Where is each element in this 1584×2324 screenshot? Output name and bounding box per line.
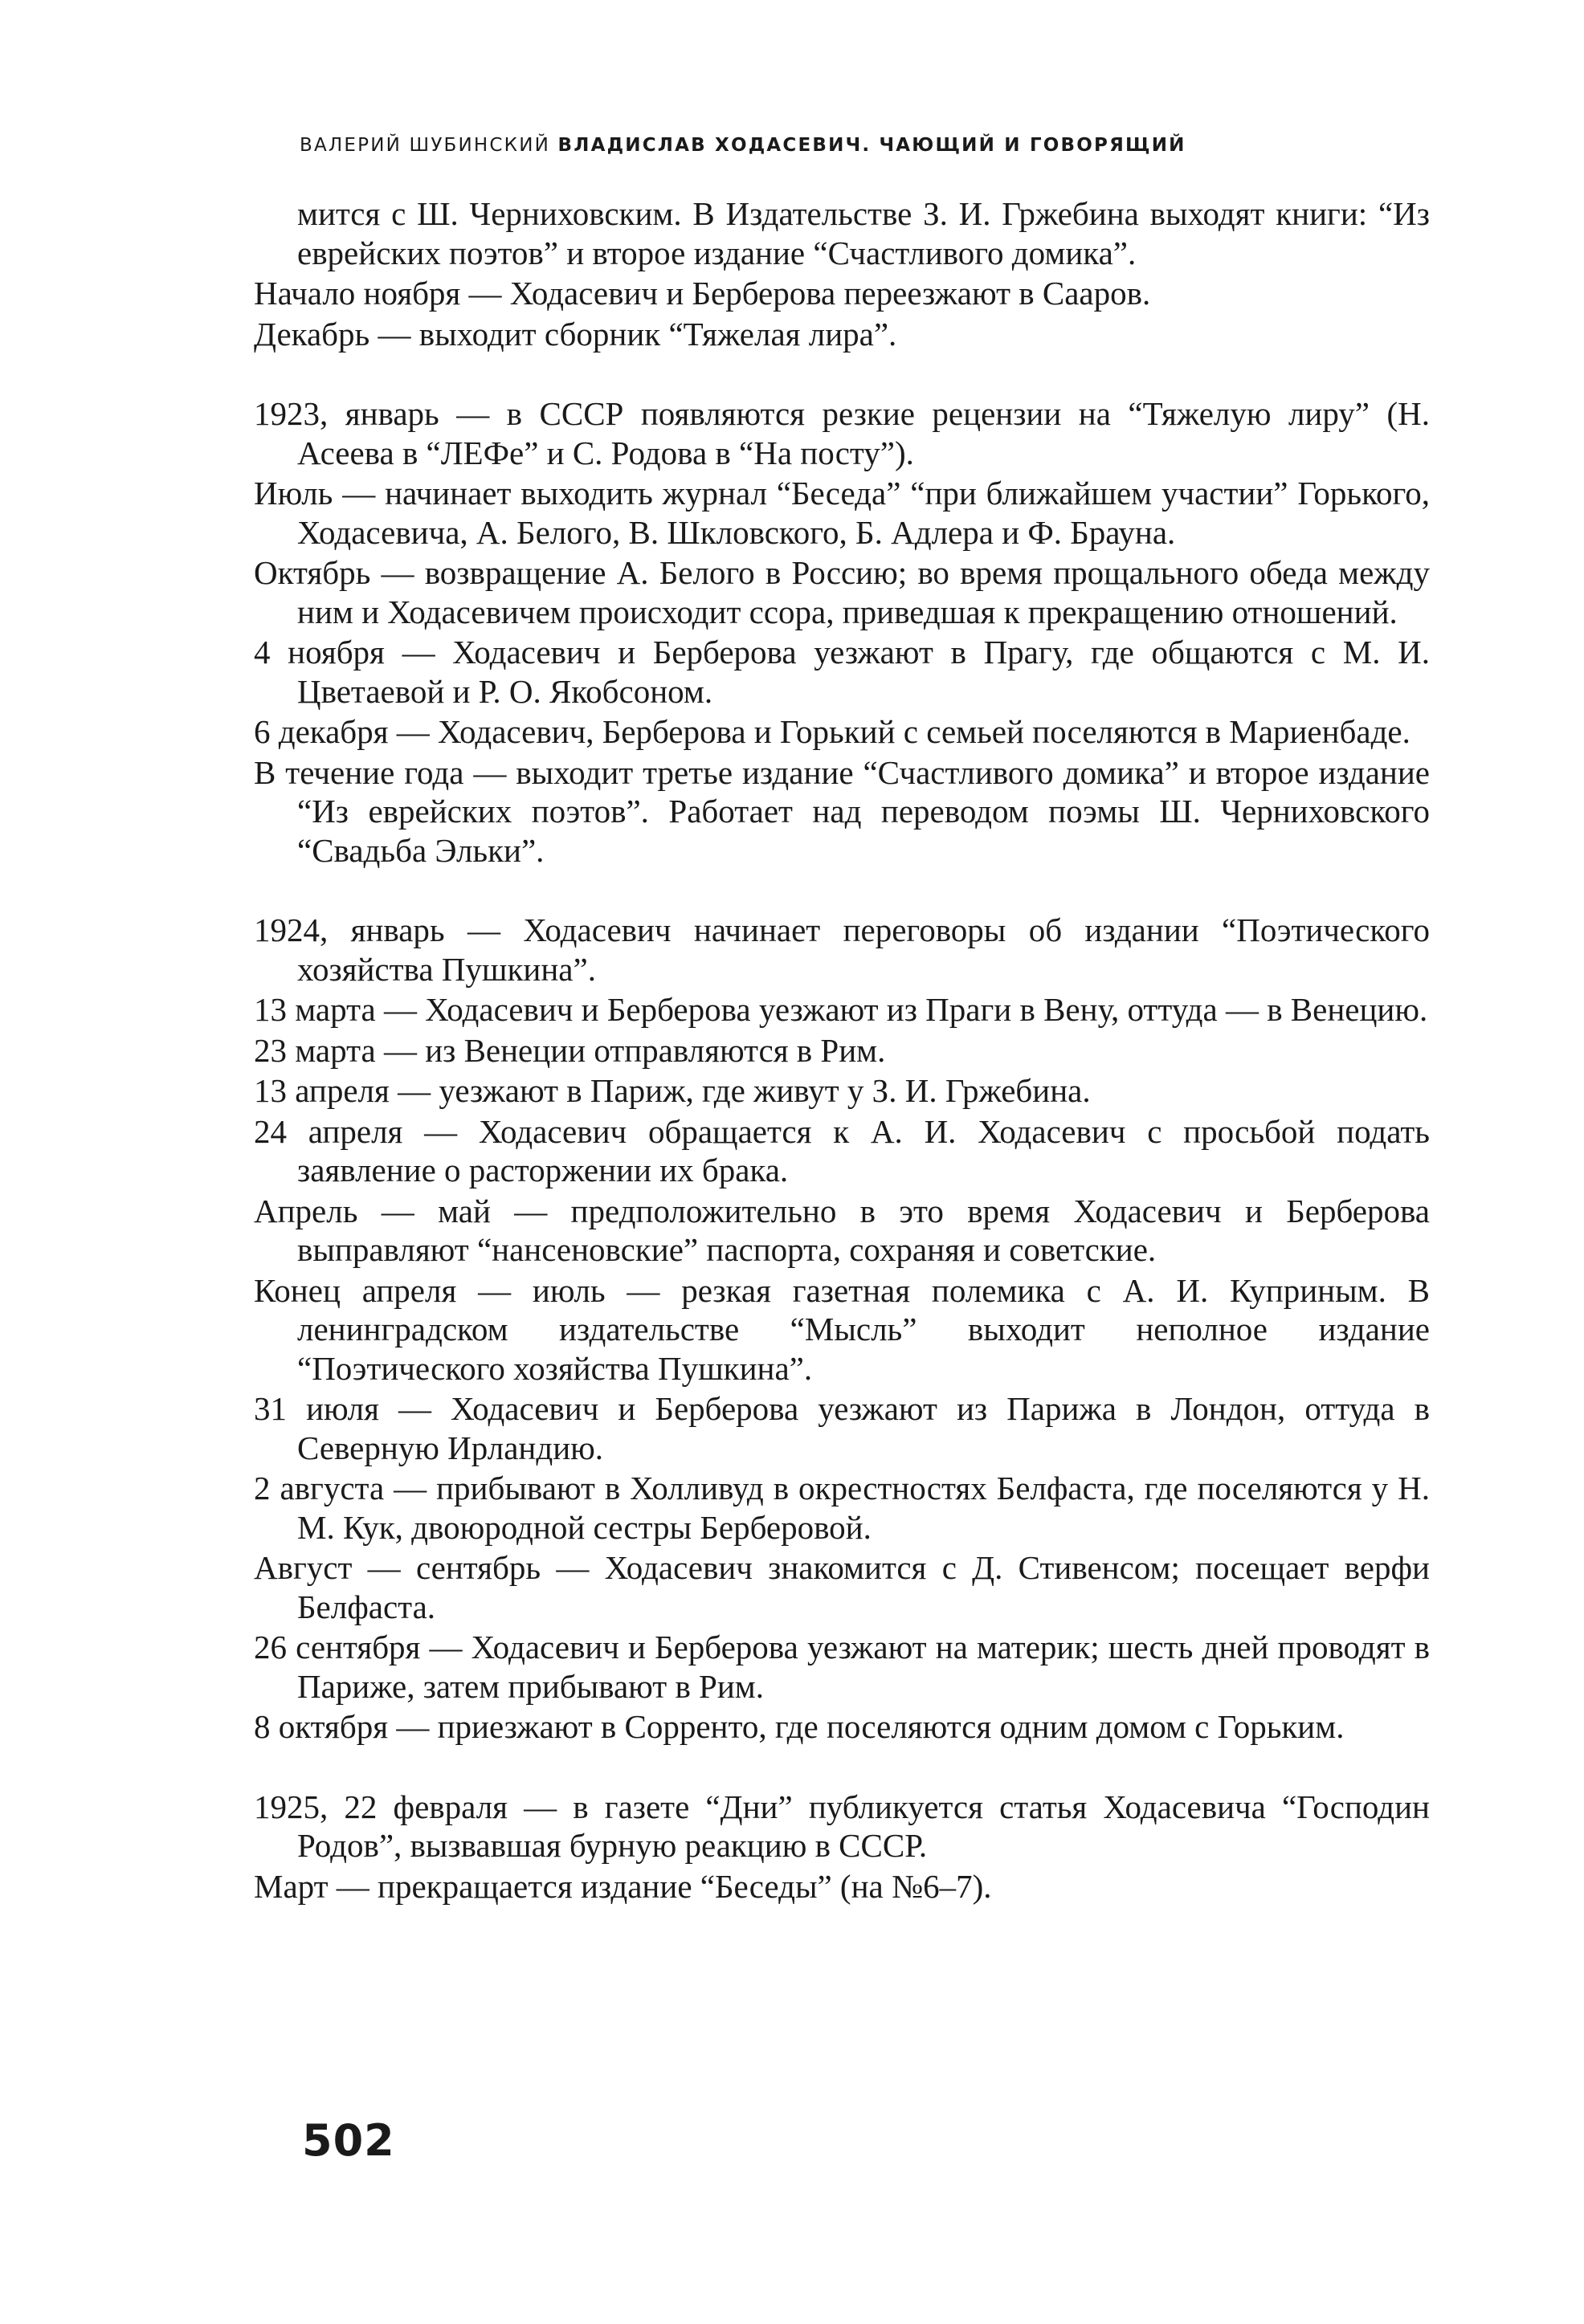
running-head-title: ВЛАДИСЛАВ ХОДАСЕВИЧ. ЧАЮЩИЙ И ГОВОРЯЩИЙ (557, 135, 1186, 156)
chronology-entry: Апрель — май — предположительно в это время Ходасевич и Берберова выправляют “нансеновские” паспорта, сохраняя и советские. (254, 1192, 1430, 1268)
chronology-entry: Август — сентябрь — Ходасевич знакомится с Д. Стивенсом; посещает верфи Белфаста. (254, 1549, 1430, 1625)
chronology-entry: 13 апреля — уезжают в Париж, где живут у З. И. Гржебина. (254, 1072, 1091, 1109)
running-head-author: ВАЛЕРИЙ ШУБИНСКИЙ (300, 135, 551, 156)
chronology-entry: В течение года — выходит третье издание “Счастливого домика” и второе издание “Из еврейских поэтов”. Работает над переводом поэмы Ш. Черниховского “Свадьба Эльки”. (254, 753, 1430, 869)
chronology-entry: Июль — начинает выходить журнал “Беседа” “при ближайшем участии” Горького, Ходасевича, А. Белого, В. Шкловского, Б. Адлера и Ф. Брауна. (254, 475, 1430, 551)
chronology-entry: 1923, январь — в СССР появляются резкие рецензии на “Тяжелую лиру” (Н. Асеева в “ЛЕФе” и С. Родова в “На посту”). (254, 395, 1430, 471)
chronology-entry: Март — прекращается издание “Беседы” (на №6–7). (254, 1867, 992, 1905)
chronology-block-1925 (254, 1788, 1430, 1906)
chronology-entry: 2 августа — прибывают в Холливуд в окрестностях Белфаста, где поселяются у Н. М. Кук, двоюродной сестры Берберовой. (254, 1470, 1430, 1546)
chronology-entry: 23 марта — из Венеции отправляются в Рим. (254, 1031, 886, 1069)
block-spacer (254, 1748, 1430, 1788)
chronology-entry: 6 декабря — Ходасевич, Берберова и Горький с семьей поселяются в Мариенбаде. (254, 713, 1410, 750)
page-number: 502 (302, 2115, 395, 2166)
chronology-entry: Декабрь — выходит сборник “Тяжелая лира”. (254, 315, 897, 353)
chronology-entry: Конец апреля — июль — резкая газетная полемика с А. И. Куприным. В ленинградском издательстве “Мысль” выходит неполное издание “Поэтического хозяйства Пушкина”. (254, 1271, 1430, 1387)
chronology-entry: 24 апреля — Ходасевич обращается к А. И. Ходасевич с просьбой подать заявление о расторжении их брака. (254, 1112, 1430, 1189)
chronology-entry: Начало ноября — Ходасевич и Берберова переезжают в Сааров. (254, 275, 1151, 312)
chronology-entry: 1925, 22 февраля — в газете “Дни” публикуется статья Ходасевича “Господин Родов”, вызвавшая бурную реакцию в СССР. (254, 1788, 1430, 1864)
running-head (300, 135, 1186, 156)
chronology-entry: 4 ноября — Ходасевич и Берберова уезжают в Прагу, где общаются с М. И. Цветаевой и Р. О. Якобсоном. (254, 634, 1430, 710)
chronology-entry: Октябрь — возвращение А. Белого в Россию; во время прощального обеда между ним и Ходасевичем происходит ссора, приведшая к прекращению отношений. (254, 554, 1430, 630)
chronology-block-1922 (254, 194, 1430, 353)
chronology-text (254, 194, 1430, 1907)
chronology-entry: 13 марта — Ходасевич и Берберова уезжают из Праги в Вену, оттуда — в Венецию. (254, 991, 1428, 1028)
chronology-block-1923 (254, 394, 1430, 870)
chronology-block-1924 (254, 911, 1430, 1747)
chronology-entry: 31 июля — Ходасевич и Берберова уезжают из Парижа в Лондон, оттуда в Северную Ирландию. (254, 1390, 1430, 1466)
chronology-entry: 26 сентября — Ходасевич и Берберова уезжают на материк; шесть дней проводят в Париже, затем прибывают в Рим. (254, 1629, 1430, 1705)
chronology-entry: 1924, январь — Ходасевич начинает переговоры об издании “Поэтического хозяйства Пушкина”. (254, 911, 1430, 988)
block-spacer (254, 871, 1430, 911)
chronology-entry: 8 октября — приезжают в Сорренто, где поселяются одним домом с Горьким. (254, 1708, 1345, 1745)
continued-entry: мится с Ш. Черниховским. В Издательстве З. И. Гржебина выходят книги: “Из еврейских поэтов” и второе издание “Счастливого домика”. (297, 195, 1430, 271)
block-spacer (254, 355, 1430, 394)
